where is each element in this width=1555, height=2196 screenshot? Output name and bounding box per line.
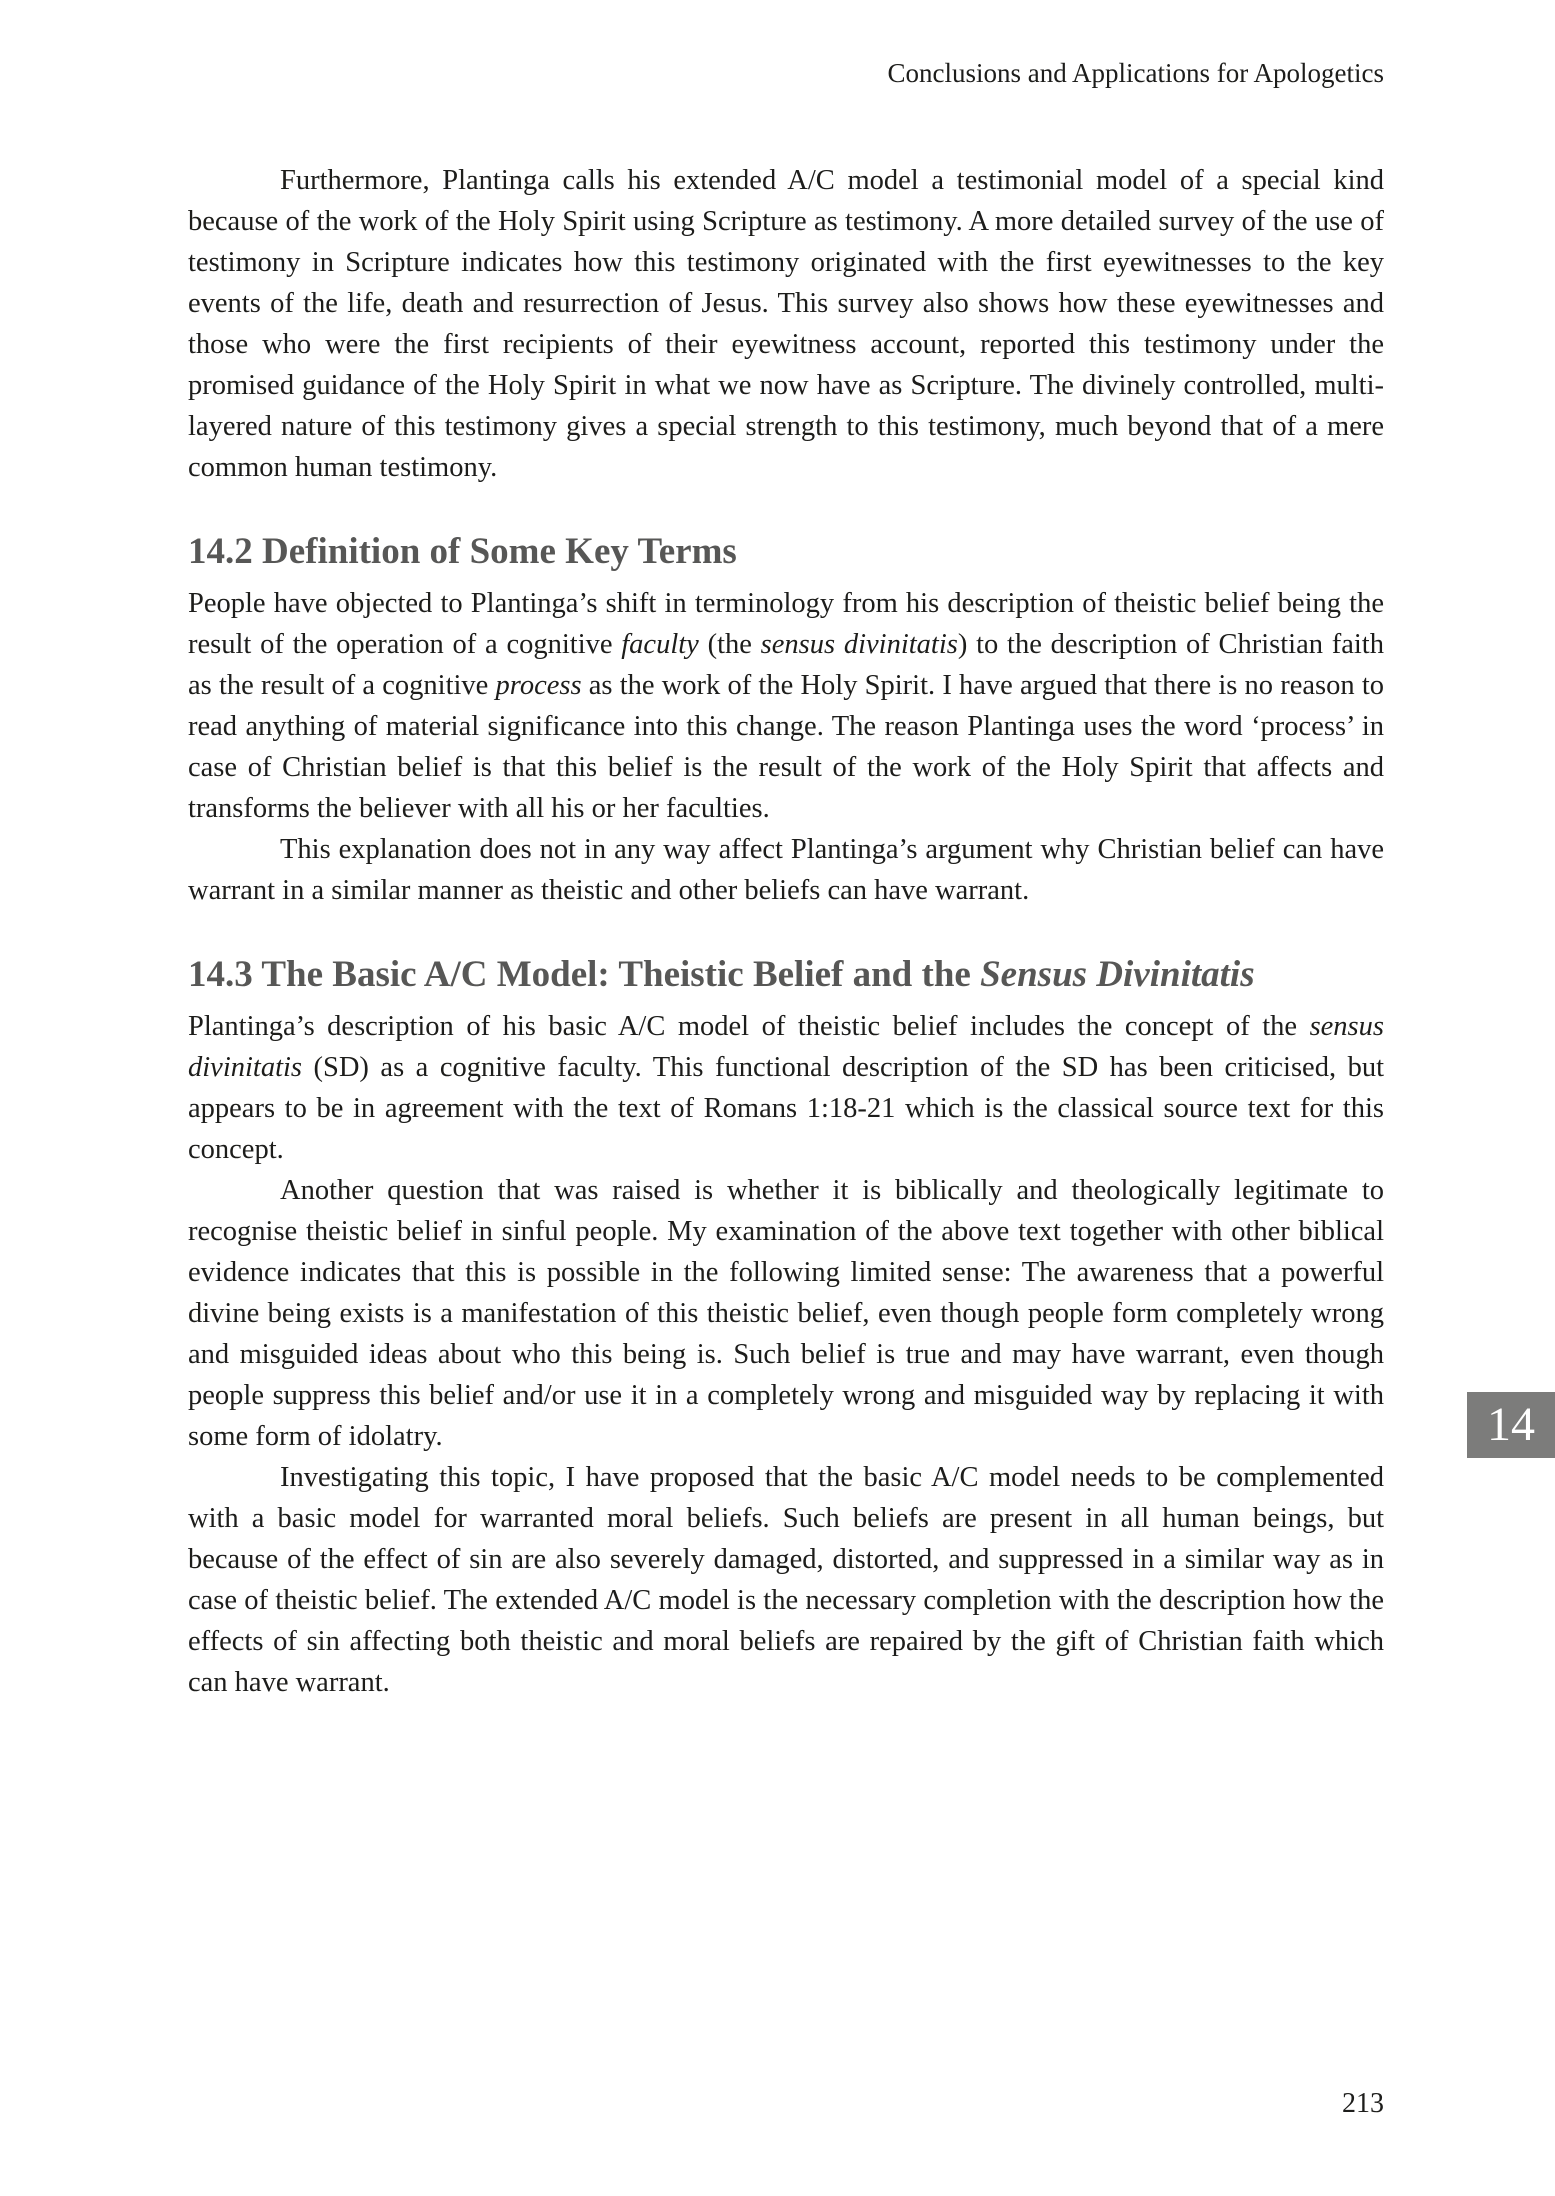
italic-text-run: sensus divinitatis [760, 629, 958, 660]
italic-text-run: faculty [621, 629, 699, 660]
paragraph-1 [188, 160, 1384, 488]
running-header-text: Conclusions and Applications for Apologetics [887, 58, 1384, 88]
page-number: 213 [1342, 2088, 1384, 2119]
heading-text: 14.2 Definition of Some Key Terms [188, 531, 737, 572]
heading-text: 14.3 The Basic A/C Model: Theistic Belief and the [188, 954, 981, 995]
italic-text-run: process [495, 670, 582, 701]
paragraph-4 [188, 1006, 1384, 1170]
italic-heading-text: Sensus Divinitatis [980, 954, 1255, 995]
paragraph-5 [188, 1170, 1384, 1457]
paragraph-3 [188, 829, 1384, 911]
italic-text-run: sensus divinitatis [188, 1011, 1384, 1083]
text-block [188, 160, 1384, 1703]
text-run: Another question that was raised is whether it is biblically and theologically legitimate to recognise theistic belief in sinful people. My examination of the above text together with other biblical evidence indicates that this is possible in the following limited sense: The awareness that a powerful divine being exists is a manifestation of this theistic belief, even though people form completely wrong and misguided ideas about who this being is. Such belief is true and may have warrant, even though people suppress this belief and/or use it in a completely wrong and misguided way by replacing it with some form of idolatry. [188, 1175, 1384, 1452]
chapter-tab [1467, 1392, 1555, 1458]
text-run: People have objected to Plantinga’s shift in terminology from his description of theistic belief being the result of the operation of a cognitive [188, 588, 1384, 660]
heading-14-3 [188, 951, 1384, 998]
paragraph-2 [188, 583, 1384, 829]
text-run: (SD) as a cognitive faculty. This functional description of the SD has been criticised, but appears to be in agreement with the text of Romans 1:18-21 which is the classical source text for this concept. [188, 1052, 1384, 1165]
text-run: Plantinga’s description of his basic A/C model of theistic belief includes the concept of the [188, 1011, 1310, 1042]
chapter-number: 14 [1487, 1398, 1535, 1451]
text-run: Furthermore, Plantinga calls his extended A/C model a testimonial model of a special kind because of the work of the Holy Spirit using Scripture as testimony. A more detailed survey of the use of testimony in Scripture indicates how this testimony originated with the first eyewitnesses to the key events of the life, death and resurrection of Jesus. This survey also shows how these eyewitnesses and those who were the first recipients of their eyewitness account, reported this testimony under the promised guidance of the Holy Spirit in what we now have as Scripture. The divinely controlled, multi-layered nature of this testimony gives a special strength to this testimony, much beyond that of a mere common human testimony. [188, 165, 1384, 483]
text-run: This explanation does not in any way affect Plantinga’s argument why Christian belief can have warrant in a similar manner as theistic and other beliefs can have warrant. [188, 834, 1384, 906]
heading-14-2 [188, 528, 1384, 575]
paragraph-6 [188, 1457, 1384, 1703]
text-run: ) to the description of Christian faith as the result of a cognitive [188, 629, 1384, 701]
text-run: Investigating this topic, I have proposed that the basic A/C model needs to be complemented with a basic model for warranted moral beliefs. Such beliefs are present in all human beings, but because of the effect of sin are also severely damaged, distorted, and suppressed in a similar way as in case of theistic belief. The extended A/C model is the necessary completion with the description how the effects of sin affecting both theistic and moral beliefs are repaired by the gift of Christian faith which can have warrant. [188, 1462, 1384, 1698]
text-run: as the work of the Holy Spirit. I have argued that there is no reason to read anything of material significance into this change. The reason Plantinga uses the word ‘process’ in case of Christian belief is that this belief is the result of the work of the Holy Spirit that affects and transforms the believer with all his or her faculties. [188, 670, 1384, 824]
text-run: (the [698, 629, 761, 660]
running-header [188, 58, 1384, 89]
